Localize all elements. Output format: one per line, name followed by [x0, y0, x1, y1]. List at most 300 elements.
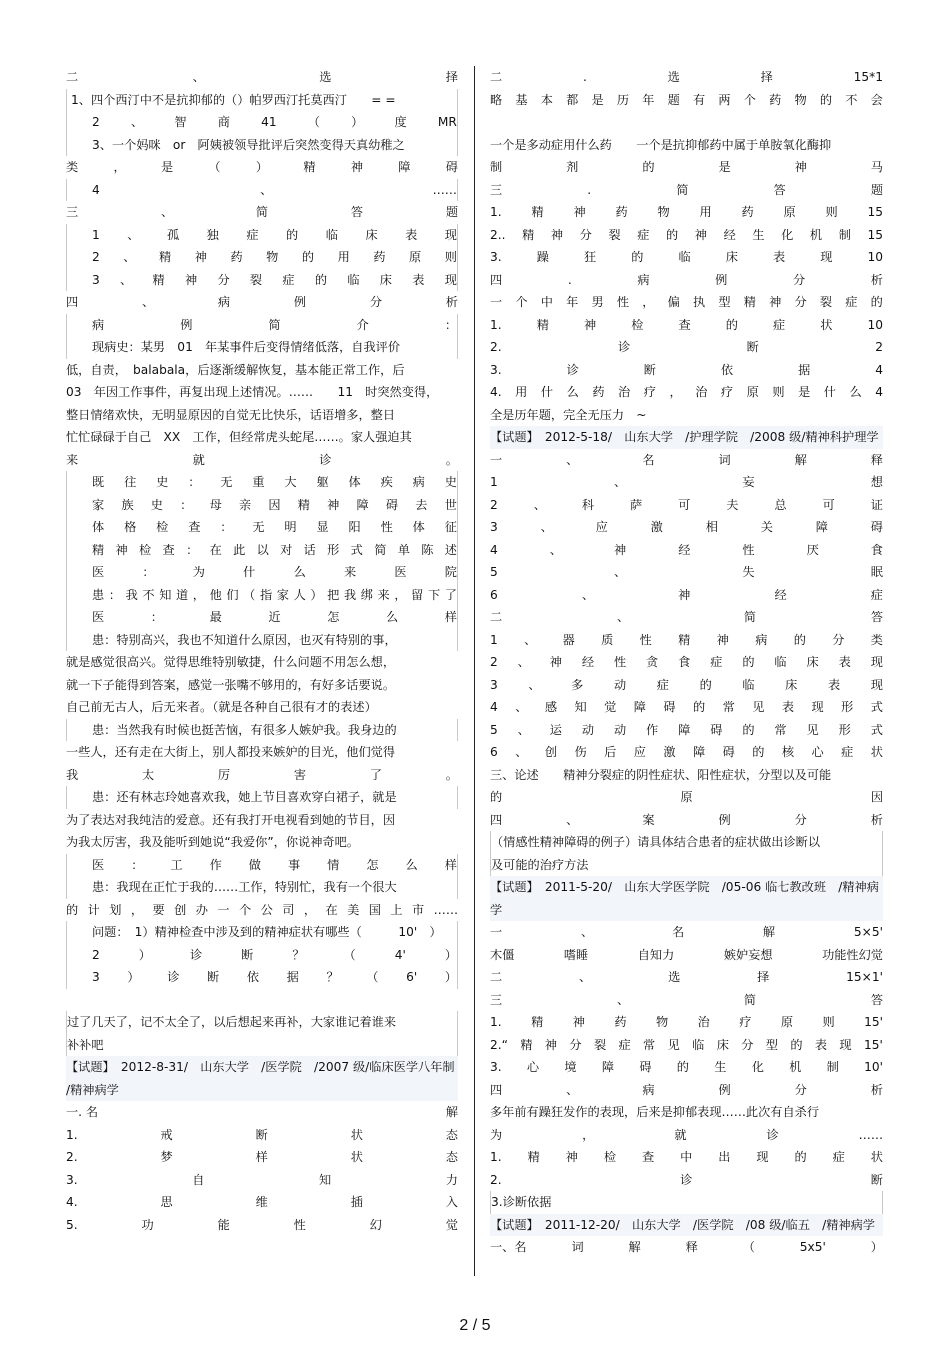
text-token: 型	[718, 295, 731, 309]
text-token: 4	[875, 385, 883, 399]
text-token: 例	[715, 272, 728, 287]
text-token: 障	[633, 700, 646, 714]
text-token: 近	[268, 610, 281, 624]
text-token: 都	[566, 92, 579, 107]
text-token: 执	[693, 295, 706, 309]
text-token: 独	[206, 227, 219, 242]
text-token: 5	[490, 565, 498, 579]
text-line	[66, 966, 458, 989]
text-token: 神	[350, 160, 363, 174]
text-token: 3	[92, 272, 100, 287]
text-token: 症	[772, 317, 786, 332]
text-token: 二	[490, 610, 503, 624]
text-token: 、	[515, 700, 528, 714]
text-token: 、	[141, 295, 155, 309]
text-token: 述	[444, 542, 457, 557]
text-token: 、	[566, 452, 579, 467]
text-token: 状	[820, 317, 833, 332]
text-token: 断	[746, 340, 759, 354]
text-token: 怎	[366, 857, 379, 872]
text-line: 忙忙碌碌于自己 XX 工作，但经常虎头蛇尾……。家人强迫其	[66, 430, 412, 444]
text-line: 【试题】 2011-12-20/ 山东大学 /医学院 /08 级/临五 /精神病学	[490, 1214, 883, 1237]
text-line	[490, 1079, 883, 1102]
text-line: 一些人，还有走在大街上，别人都投来嫉妒的目光，他们觉得	[66, 745, 396, 759]
text-token: 、	[616, 610, 630, 624]
text-token: 核	[781, 745, 795, 759]
text-token: 心	[811, 745, 824, 759]
text-token: 神	[327, 497, 340, 512]
text-token: 类	[66, 160, 79, 174]
text-line	[490, 696, 883, 719]
text-token: 见	[667, 1037, 680, 1052]
text-line	[66, 494, 458, 517]
text-token: 体	[348, 475, 361, 489]
text-token: 检	[631, 317, 644, 332]
text-line: 及可能的治疗方法	[490, 854, 883, 877]
text-token: 原	[409, 250, 422, 264]
text-token: 想	[870, 475, 883, 489]
text-token: 解	[794, 452, 807, 467]
text-token: 病	[92, 317, 105, 332]
text-token: 词	[571, 1240, 584, 1254]
text-token: 则	[772, 385, 785, 399]
text-token: 的	[666, 227, 679, 242]
text-token: 断	[255, 1127, 268, 1142]
text-token: 药	[741, 205, 754, 219]
text-token: 常	[774, 722, 787, 737]
right-column	[490, 66, 883, 1259]
text-token: ，	[303, 902, 317, 917]
text-token: 一	[217, 902, 230, 917]
text-token: 的	[66, 902, 79, 917]
text-token: 对	[280, 542, 293, 557]
text-token: 神	[115, 542, 128, 557]
text-token: ，	[582, 1127, 595, 1142]
text-token: 10'	[864, 1060, 883, 1074]
text-token: 据	[798, 362, 811, 377]
text-token: 四	[66, 295, 79, 309]
text-token: 医	[394, 565, 407, 579]
text-token: 工	[170, 857, 183, 872]
text-token: ：	[186, 542, 199, 557]
text-token: 神	[544, 1037, 558, 1052]
text-token: 药	[373, 250, 386, 264]
text-line	[66, 201, 458, 224]
text-line	[66, 944, 458, 967]
text-token: 析	[870, 812, 883, 827]
text-token: 4	[875, 362, 883, 377]
text-token: 型	[765, 1037, 778, 1052]
text-line	[490, 741, 883, 764]
text-token: 精	[678, 632, 691, 647]
text-token: 3.	[490, 1060, 502, 1074]
text-token: 碍	[663, 700, 676, 714]
text-token: 怎	[327, 610, 340, 624]
text-token: 显	[316, 520, 329, 534]
text-token: 诊	[680, 1172, 693, 1187]
text-token: 病	[637, 272, 650, 287]
text-line: （情感性精神障碍的例子）请具体结合患者的症状做出诊断以	[490, 831, 883, 854]
text-token: 用	[515, 385, 528, 399]
text-token: 分	[832, 632, 845, 647]
text-line	[490, 336, 883, 359]
text-token: 激	[650, 520, 663, 534]
text-token: 4.	[490, 385, 502, 399]
text-token: （	[742, 1240, 755, 1254]
text-line: 多年前有躁狂发作的表现，后来是抑郁表现……此次有自杀行	[490, 1105, 820, 1119]
text-line: 就一下子能得到答案，感觉一张嘴不够用的，有好多话要说。	[66, 677, 396, 692]
text-token: （	[208, 160, 221, 174]
text-token: 、	[130, 115, 144, 129]
text-token: 6'	[406, 970, 418, 984]
text-token: ）	[255, 160, 269, 174]
text-token: 来	[343, 565, 357, 579]
text-token: 床	[785, 677, 798, 692]
text-token: 经	[581, 655, 595, 669]
text-token: 一	[490, 925, 503, 939]
text-token: 的	[819, 92, 833, 107]
text-token: 床	[725, 250, 738, 264]
text-token: MR	[437, 115, 457, 129]
text-token: 创	[174, 902, 187, 917]
text-token: 现	[870, 655, 883, 669]
text-token: 精	[92, 542, 105, 557]
text-token: 有	[693, 92, 706, 107]
text-token: 。	[445, 767, 458, 782]
text-token: 病	[642, 1082, 655, 1097]
text-token: 就	[674, 1127, 687, 1142]
text-token: 障	[692, 745, 706, 759]
text-token: 可	[678, 497, 691, 512]
text-line	[490, 1236, 883, 1259]
text-token: 四	[490, 272, 503, 287]
text-token: 年	[642, 92, 655, 107]
text-token: 知	[319, 1172, 332, 1187]
text-token: 2.“	[490, 1037, 508, 1052]
text-token: 人	[293, 587, 306, 602]
text-token: 么	[385, 610, 399, 624]
text-token: 词	[718, 452, 731, 467]
text-token: 一	[490, 295, 503, 309]
text-token: 15*1	[853, 70, 883, 84]
text-token: 作	[209, 857, 222, 872]
text-token: 症	[637, 227, 650, 242]
text-token: 什	[823, 385, 836, 399]
text-line: 1、四个西汀中不是抗抑郁的（）帕罗西汀托莫西汀 = =	[66, 89, 458, 112]
text-token: 2..	[490, 227, 506, 242]
text-line: 03 年因工作事件，再复出现上述情况。…… 11 时突然变得，	[66, 385, 439, 399]
text-token: ：	[220, 520, 233, 534]
text-token: 、	[566, 812, 579, 827]
text-token: 药	[615, 205, 628, 219]
text-line: 一个是多动症用什么药 一个是抗抑郁药中属于单胺氧化酶抑	[490, 137, 832, 152]
text-token: 3	[92, 970, 100, 984]
text-token: 分	[794, 295, 807, 309]
text-token: 5×5'	[853, 925, 883, 939]
text-token: 介	[356, 317, 369, 332]
text-token: 思	[160, 1195, 173, 1209]
text-token: 物	[266, 250, 279, 264]
text-token: 样	[255, 1150, 268, 1164]
text-token: 2.	[66, 1150, 78, 1164]
text-token: 本	[540, 92, 553, 107]
text-token: 维	[255, 1195, 268, 1209]
text-token: 么	[293, 565, 306, 579]
text-token: 6	[490, 745, 498, 759]
text-line	[490, 179, 883, 202]
text-line: 患：特别高兴，我也不知道什么原因，也灭有特别的事，	[66, 629, 458, 652]
text-token: ）	[444, 970, 457, 984]
text-token: 表	[838, 655, 851, 669]
blank-line	[66, 989, 458, 1012]
text-token: 我	[125, 587, 138, 602]
text-token: ：	[180, 497, 193, 512]
text-token: 么	[405, 857, 418, 872]
text-token: 为	[490, 1127, 503, 1142]
text-token: 商	[217, 115, 230, 129]
text-token: 样	[444, 857, 457, 872]
text-token: 患	[92, 587, 105, 602]
text-token: 2.	[490, 1172, 502, 1187]
text-line: 3、一个妈咪 or 阿姨被领导批评后突然变得天真幼稚之	[66, 134, 458, 157]
text-token: 的	[794, 1150, 807, 1164]
text-token: 2	[92, 115, 100, 129]
text-line	[490, 516, 883, 539]
text-token: 15'	[864, 1015, 883, 1029]
text-token: 疾	[380, 475, 393, 489]
text-token: 、	[613, 565, 627, 579]
text-token: 表	[405, 227, 418, 242]
text-line	[66, 516, 458, 539]
text-token: 出	[718, 1150, 731, 1164]
text-token: 运	[549, 722, 562, 737]
text-token: ：	[150, 610, 163, 624]
text-token: 形	[838, 722, 851, 737]
text-token: 选	[667, 70, 680, 84]
text-token: 6	[490, 587, 498, 602]
text-token: ）	[351, 115, 364, 129]
text-line	[66, 1191, 458, 1214]
text-token: 查	[188, 520, 201, 534]
text-token: 四	[490, 1082, 503, 1097]
text-token: 我	[66, 767, 79, 782]
text-token: 41	[261, 115, 277, 129]
text-token: 一、名	[490, 1240, 527, 1254]
text-line	[490, 606, 883, 629]
text-token: 答	[773, 182, 786, 197]
text-line	[490, 291, 883, 314]
text-token: 4	[490, 542, 498, 557]
text-line	[490, 381, 883, 404]
text-token: 医	[92, 857, 105, 872]
text-token: 治	[618, 385, 631, 399]
text-token: 则	[444, 250, 457, 264]
text-token: 太	[141, 767, 155, 782]
text-token: 话	[303, 542, 316, 557]
text-token: 现	[870, 677, 883, 692]
text-token: 检	[156, 520, 169, 534]
text-token: 美	[347, 902, 360, 917]
text-token: 去	[415, 497, 428, 512]
text-token: 他	[209, 587, 222, 602]
text-token: 为	[192, 565, 205, 579]
text-token: 精	[743, 295, 756, 309]
text-token: 失	[742, 565, 755, 579]
text-token: 分	[579, 227, 592, 242]
text-token: 、	[260, 182, 273, 197]
text-token: 、	[613, 475, 627, 489]
text-token: 状	[350, 1127, 363, 1142]
text-token: 查	[162, 542, 175, 557]
text-token: 3	[490, 677, 498, 692]
text-token: ，	[394, 587, 407, 602]
text-token: 诊	[566, 362, 579, 377]
text-token: 、	[581, 587, 595, 602]
text-line	[66, 899, 458, 922]
text-token: 应	[595, 520, 608, 534]
text-token: 体	[92, 520, 105, 534]
text-token: 动	[613, 722, 627, 737]
text-token: 治	[695, 385, 708, 399]
text-token: 病	[412, 475, 425, 489]
text-token: 病	[217, 295, 231, 309]
text-token: 现	[839, 1037, 852, 1052]
text-token: 伤	[574, 745, 587, 759]
text-token: 精	[536, 317, 549, 332]
text-token: 原	[680, 790, 693, 804]
text-line	[490, 1124, 883, 1147]
text-line	[490, 561, 883, 584]
text-token: 史	[156, 475, 169, 489]
text-token: 应	[633, 745, 646, 759]
text-token: 四	[490, 812, 503, 827]
text-token: 裂	[593, 1037, 607, 1052]
text-line	[66, 764, 458, 787]
text-token: 4	[490, 700, 498, 714]
text-token: 一	[490, 452, 503, 467]
text-token: ，	[130, 902, 144, 917]
text-token: 个	[239, 902, 252, 917]
text-token: 无	[220, 475, 233, 489]
text-token: 形	[327, 542, 340, 557]
text-token: 床	[716, 1037, 729, 1052]
text-line	[490, 539, 883, 562]
text-line	[490, 629, 883, 652]
text-token: 来	[66, 452, 79, 467]
text-token: ，	[642, 295, 655, 309]
text-token: 、	[616, 992, 630, 1007]
text-token: 略	[490, 92, 503, 107]
text-line	[66, 156, 458, 179]
text-token: 上	[390, 902, 403, 917]
text-token: 依	[246, 970, 260, 984]
text-token: 科	[581, 497, 595, 512]
text-token: 原	[746, 385, 759, 399]
text-line	[490, 89, 883, 112]
text-token: 三	[66, 205, 79, 219]
text-line	[490, 359, 883, 382]
text-token: 下	[427, 587, 441, 602]
text-token: 表	[827, 677, 841, 692]
text-token: 院	[444, 565, 457, 579]
text-token: 力	[445, 1172, 458, 1187]
text-token: 总	[774, 497, 787, 512]
text-token: 、	[160, 205, 174, 219]
text-token: 10	[867, 317, 883, 332]
text-token: 剂	[566, 160, 579, 174]
text-token: 生	[752, 227, 765, 242]
text-token: 在	[325, 902, 338, 917]
text-line	[66, 449, 458, 472]
text-token: 裂	[249, 272, 263, 287]
text-token: 现	[756, 1150, 769, 1164]
text-token: 贪	[646, 655, 659, 669]
text-token: 是	[160, 160, 174, 174]
text-line	[66, 561, 458, 584]
text-token: 简	[743, 610, 757, 624]
text-token: 生	[714, 1060, 727, 1074]
text-token: 碍	[385, 497, 399, 512]
text-token: 证	[870, 497, 883, 512]
text-token: 临	[774, 655, 787, 669]
text-line	[490, 1146, 883, 1169]
text-token: 性	[380, 520, 393, 534]
text-token: 释	[870, 452, 883, 467]
text-token: 可	[822, 497, 835, 512]
text-token: 神	[194, 250, 207, 264]
text-token: 表	[814, 1037, 828, 1052]
text-token: 用	[699, 205, 712, 219]
text-token: 4.	[66, 1195, 78, 1209]
text-token: 精	[152, 272, 165, 287]
text-token: 精	[159, 250, 172, 264]
text-line: 过了几天了，记不太全了，以后想起来再补，大家谁记着谁来	[66, 1011, 458, 1034]
text-token: 躁	[536, 250, 549, 264]
text-token: 依	[720, 362, 734, 377]
text-token: 觉	[604, 700, 617, 714]
text-token: 厉	[217, 767, 231, 782]
text-line	[490, 719, 883, 742]
text-token: 医	[92, 610, 105, 624]
text-line	[66, 1214, 458, 1237]
text-token: 15'	[863, 1037, 883, 1052]
text-line	[490, 674, 883, 697]
text-token: 查	[678, 317, 691, 332]
text-token: 择	[757, 970, 770, 984]
text-token: 解	[762, 925, 776, 939]
text-token: 1.	[490, 205, 502, 219]
text-token: 1	[490, 475, 498, 489]
text-line	[490, 1034, 883, 1057]
text-line	[490, 944, 883, 967]
text-token: 名	[671, 925, 685, 939]
text-line	[66, 179, 458, 202]
text-token: 状	[870, 1150, 883, 1164]
text-token: 状	[870, 745, 883, 759]
text-token: 症	[870, 587, 883, 602]
text-line	[66, 269, 458, 292]
text-line: 【试题】 2012-8-31/ 山东大学 /医学院 /2007 级/临床医学八年制	[66, 1056, 458, 1079]
text-token: 狂	[583, 250, 597, 264]
text-token: 器	[562, 632, 575, 647]
text-token: 3.	[490, 362, 502, 377]
text-line: 为我太厉害，我及能听到她说“我爱你”，你说神奇吧。	[66, 835, 359, 849]
text-token: 动	[613, 677, 627, 692]
text-token: 分	[792, 272, 806, 287]
text-line	[66, 1101, 458, 1124]
text-line	[490, 966, 883, 989]
text-token: 例	[718, 1082, 731, 1097]
